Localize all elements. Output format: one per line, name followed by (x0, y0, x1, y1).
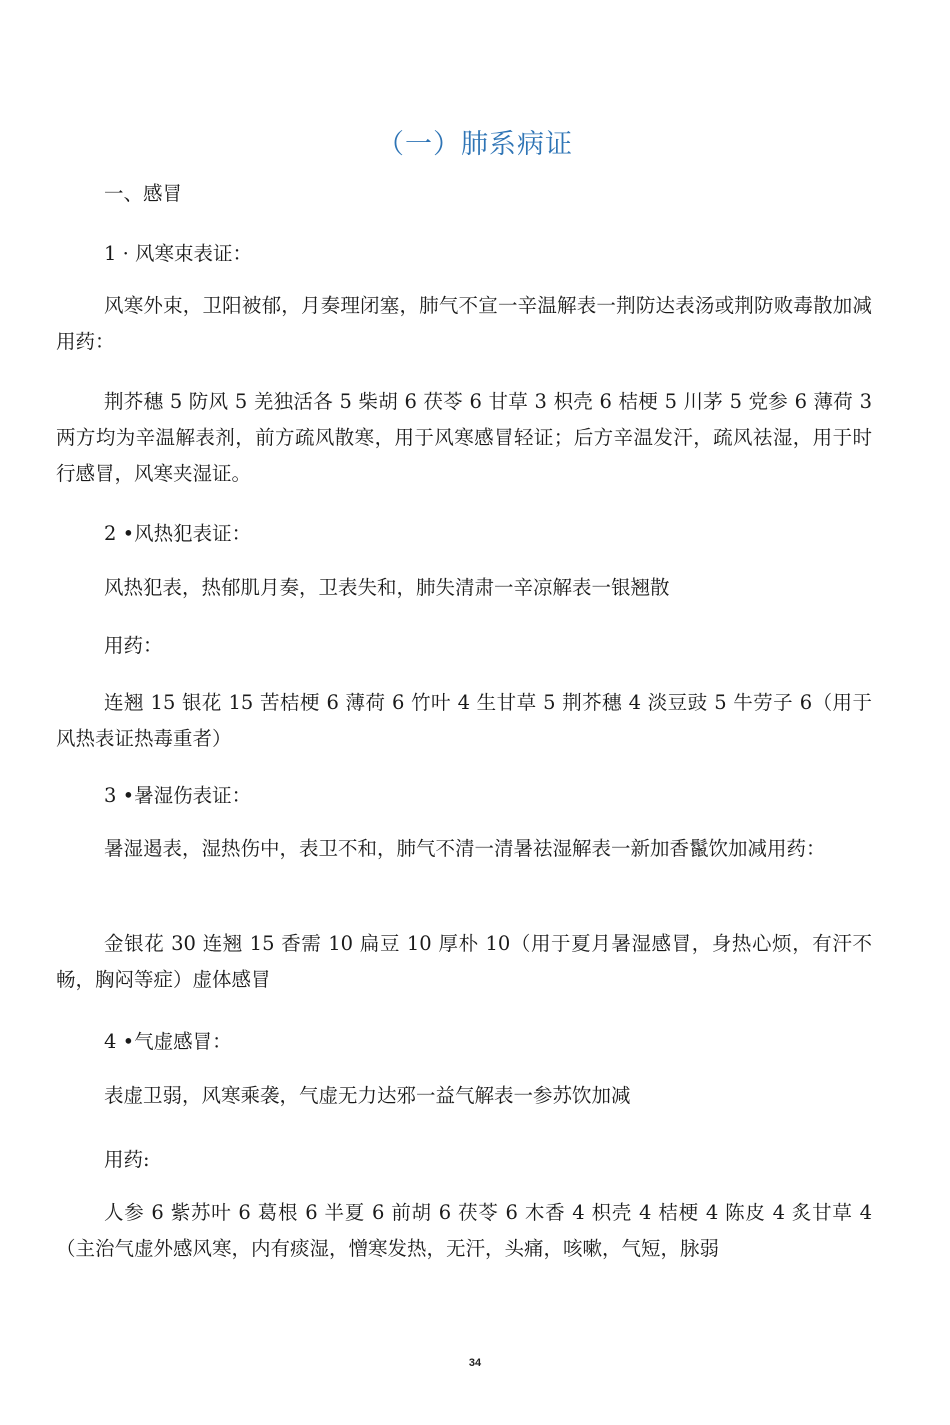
paragraph: 表虚卫弱，风寒乘袭，气虚无力达邪一益气解表一参苏饮加减 (104, 1084, 631, 1107)
subsection-heading-3: 3 •暑湿伤表证： (104, 784, 252, 807)
paragraph: 金银花 30 连翘 15 香需 10 扁豆 10 厚朴 10（用于夏月暑湿感冒，身热心烦，有汗不畅，胸闷等症）虚体感冒 (56, 932, 872, 991)
page-title: （一）肺系病证 (377, 129, 573, 160)
paragraph: 暑湿遏表，湿热伤中，表卫不和，肺气不清一清暑祛湿解表一新加香鬣饮加减用药： (104, 837, 826, 860)
subsection-heading-4: 4 •气虚感冒： (104, 1030, 232, 1053)
paragraph: 风寒外束，卫阳被郁，月奏理闭塞，肺气不宣一辛温解表一荆防达表汤或荆防败毒散加减用药： (56, 294, 872, 353)
page-number: 34 (468, 1357, 482, 1369)
section-heading: 一、感冒 (104, 182, 183, 205)
paragraph: 荆芥穗 5 防风 5 羌独活各 5 柴胡 6 茯苓 6 甘草 3 枳壳 6 桔梗 5 川茅 5 党参 6 薄荷 3 两方均为辛温解表剂，前方疏风散寒，用于风寒感冒轻证；后方辛温发汗，疏风祛湿，用于时行感冒，风寒夹湿证。 (56, 390, 872, 485)
paragraph: 连翘 15 银花 15 苦桔梗 6 薄荷 6 竹叶 4 生甘草 5 荆芥穗 4 淡豆豉 5 牛劳子 6（用于风热表证热毒重者） (56, 691, 872, 750)
subsection-heading-2: 2 •风热犯表证： (104, 522, 252, 545)
paragraph: 用药： (104, 634, 163, 657)
subsection-heading-1: 1 · 风寒束表证： (104, 242, 253, 265)
paragraph: 人参 6 紫苏叶 6 葛根 6 半夏 6 前胡 6 茯苓 6 木香 4 枳壳 4 桔梗 4 陈皮 4 炙甘草 4（主治气虚外感风寒，内有痰湿，憎寒发热，无汗，头痛，咳嗽，气短，脉弱 (56, 1201, 872, 1260)
paragraph: 风热犯表，热郁肌月奏，卫表失和，肺失清肃一辛凉解表一银翘散 (104, 576, 670, 599)
paragraph: 用药: (104, 1148, 150, 1171)
